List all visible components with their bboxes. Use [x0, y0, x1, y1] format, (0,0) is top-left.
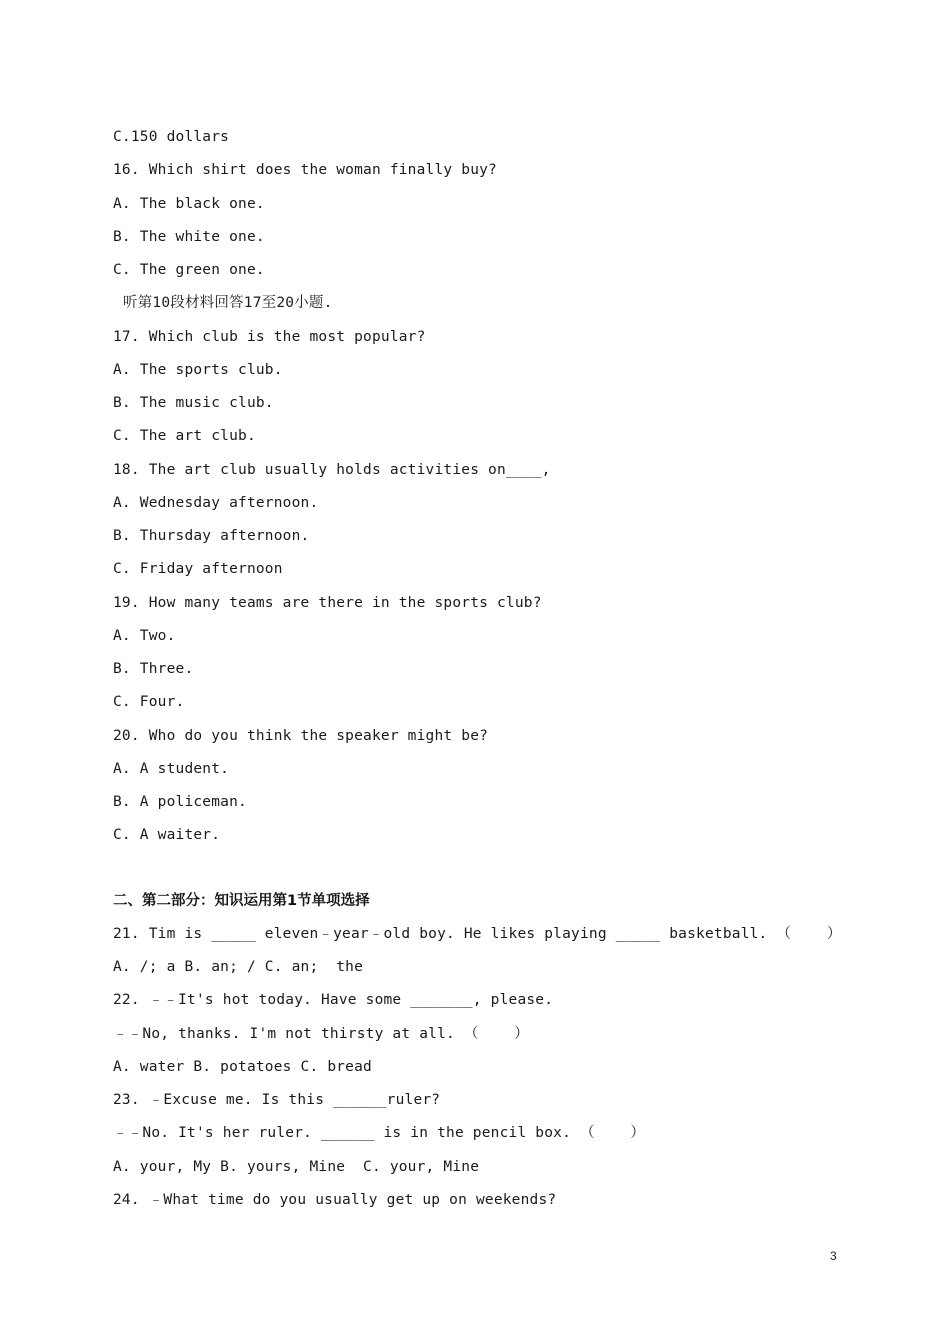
option-line: C. Four. [113, 694, 185, 711]
section-heading: 二、第二部分：知识运用第1节单项选择 [113, 892, 370, 909]
option-line: B. The white one. [113, 228, 265, 245]
option-line: B. Thursday afternoon. [113, 528, 310, 544]
option-line: C. A waiter. [113, 827, 221, 844]
option-line: A. /; a B. an; / C. an; the [113, 959, 364, 975]
option-line: C. The art club. [113, 428, 256, 445]
option-line: C. The green one. [113, 262, 265, 278]
question-22: 22. ﹣﹣It's hot today. Have some _______, please. [113, 992, 554, 1009]
question-23: 23. ﹣Excuse me. Is this ______ruler? [113, 1092, 441, 1108]
listening-instruction: 听第10段材料回答17至20小题. [123, 295, 333, 312]
option-line: A. The sports club. [113, 361, 283, 378]
question-16: 16. Which shirt does the woman finally buy? [113, 162, 497, 179]
section-spacer [113, 858, 873, 890]
option-line: C. Friday afternoon [113, 561, 283, 578]
option-line: A. The black one. [113, 195, 265, 212]
question-19: 19. How many teams are there in the sports club? [113, 594, 542, 611]
option-line: A. water B. potatoes C. bread [113, 1058, 372, 1075]
option-line: B. Three. [113, 661, 194, 677]
option-line: A. your, My B. yours, Mine C. your, Mine [113, 1158, 480, 1175]
option-line: B. The music club. [113, 395, 274, 411]
question-18: 18. The art club usually holds activities on____, [113, 461, 551, 478]
question-text-block [113, 126, 873, 1222]
text-line: C.150 dollars [113, 129, 230, 145]
dialogue-line: ﹣﹣No. It's her ruler. ______ is in the pencil box. （ ） [113, 1125, 646, 1142]
question-20: 20. Who do you think the speaker might be? [113, 727, 489, 744]
option-line: A. A student. [113, 760, 230, 777]
option-line: B. A policeman. [113, 794, 247, 810]
page-number: 3 [830, 1249, 837, 1263]
question-24: 24. ﹣What time do you usually get up on weekends? [113, 1191, 557, 1208]
dialogue-line: ﹣﹣No, thanks. I'm not thirsty at all. （ ） [113, 1025, 529, 1042]
option-line: A. Two. [113, 627, 176, 644]
question-17: 17. Which club is the most popular? [113, 328, 426, 345]
option-line: A. Wednesday afternoon. [113, 494, 319, 511]
question-21: 21. Tim is _____ eleven﹣year﹣old boy. He likes playing _____ basketball. （ ） [113, 925, 842, 942]
